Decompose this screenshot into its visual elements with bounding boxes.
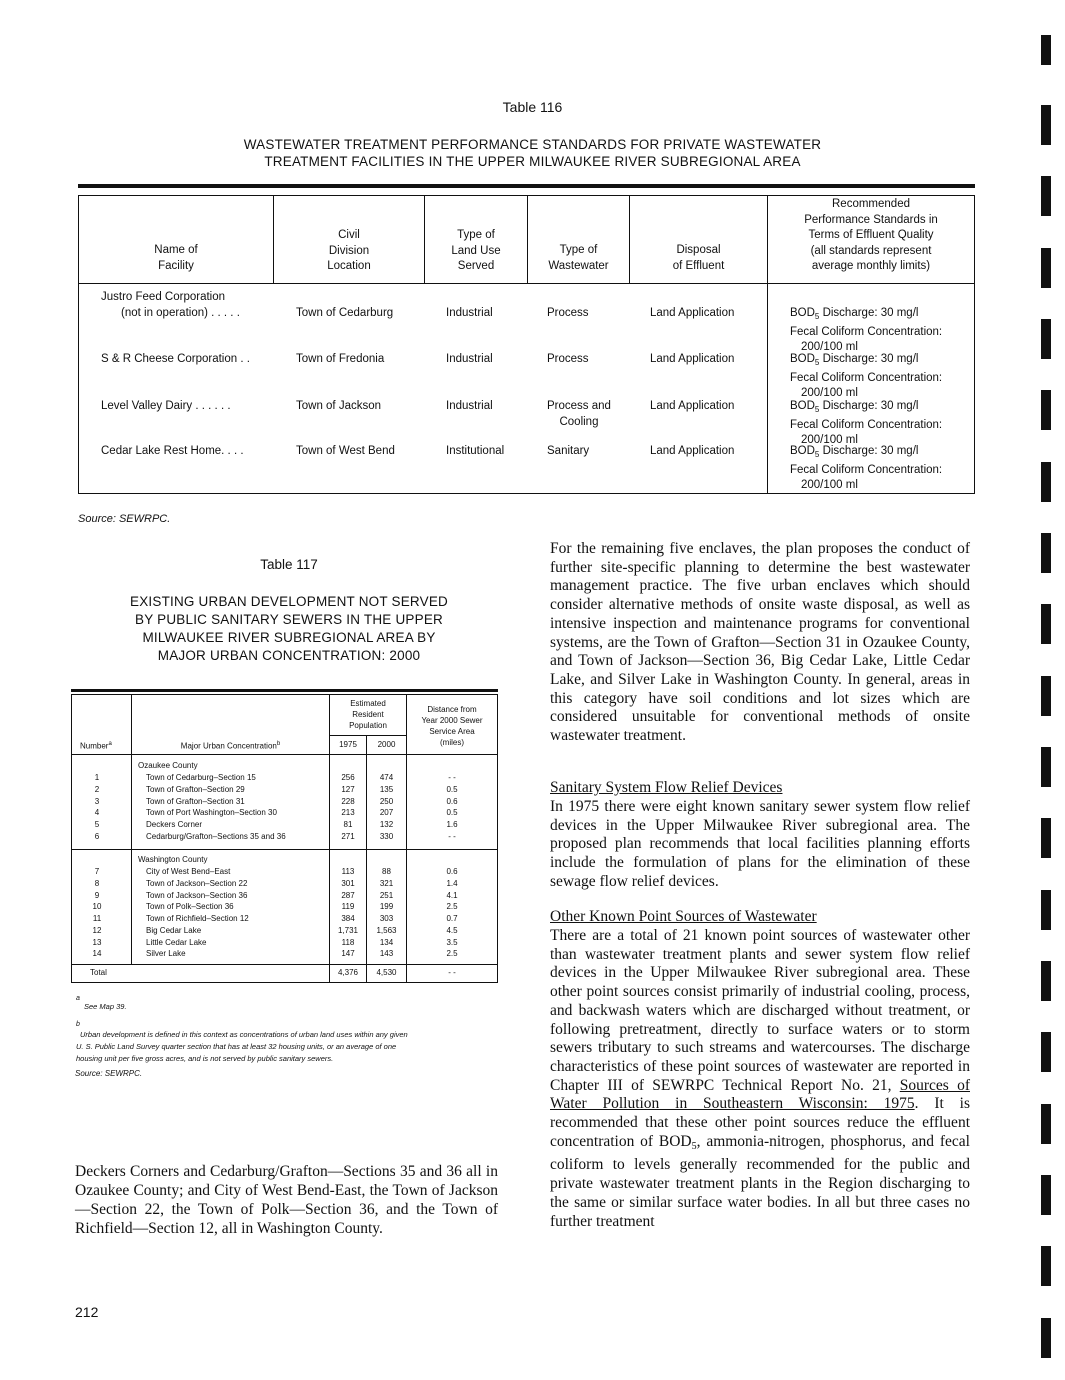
header-disposal: Disposal of Effluent [672, 244, 725, 272]
county-heading: Ozaukee County [138, 761, 198, 770]
right-column [550, 540, 970, 746]
civil-division: Town of Fredonia [296, 353, 385, 365]
row-name: Silver Lake [146, 949, 186, 959]
row-1975: 287 [341, 890, 355, 900]
row-name: Town of Grafton–Section 29 [146, 784, 245, 794]
registration-mark [1041, 676, 1051, 716]
report-title-link: Sources of Water Pollution in Southeastern Wisconsin: 1975 [550, 1076, 970, 1113]
table-116-source: Source: SEWRPC. [78, 513, 171, 525]
table-117-title: Table 117 [260, 557, 318, 572]
row-distance: 1.4 [446, 878, 458, 888]
civil-division: Town of Jackson [296, 400, 382, 412]
row-1975: 119 [341, 902, 355, 912]
row-1975: 118 [341, 937, 355, 947]
registration-mark [1041, 319, 1051, 359]
land-use: Industrial [446, 353, 493, 365]
paragraph-flow-relief: In 1975 there were eight known sanitary sewer system flow relief devices in the Upper Milwaukee River subregional area. The proposed plan recommends that local facilities planning efforts include the formulation of plans for the elimination of these sewage flow relief devices. [550, 798, 970, 890]
header-distance: Distance from Year 2000 Sewer Service Area (miles) [421, 705, 483, 747]
row-2000: 303 [379, 914, 394, 923]
row-1975: 81 [343, 820, 353, 829]
registration-mark [1041, 390, 1051, 430]
row-2000: 1,563 [376, 925, 397, 935]
header-land-use: Type of Land Use Served [451, 229, 501, 272]
wastewater-type: Sanitary [547, 445, 590, 457]
row-distance: - - [448, 831, 456, 841]
row-distance: 0.5 [446, 784, 458, 794]
registration-mark [1041, 890, 1051, 930]
disposal: Land Application [650, 353, 735, 365]
registration-mark [1041, 1246, 1051, 1286]
row-distance: 0.5 [446, 808, 458, 818]
table-117-header-rule [72, 754, 497, 755]
section-heading-flow-relief: Sanitary System Flow Relief Devices [550, 779, 783, 796]
disposal: Land Application [650, 445, 735, 457]
row-distance: 3.5 [446, 937, 458, 947]
county-heading: Washington County [138, 855, 208, 864]
row-distance: 2.5 [446, 949, 458, 959]
row-number: 11 [92, 914, 102, 923]
wastewater-type: Process [547, 353, 589, 365]
header-major-urban-concentration: Major Urban Concentration$^b$ [180, 741, 281, 751]
row-1975: 256 [341, 773, 355, 782]
row-1975: 228 [341, 796, 355, 806]
wastewater-type: Process and Cooling [547, 400, 611, 428]
page-number: 212 [75, 1304, 99, 1320]
row-name: City of West Bend–East [146, 867, 231, 876]
row-1975: 147 [341, 949, 355, 959]
row-number: 7 [94, 867, 100, 876]
performance-standard: $BOD_5$ Discharge: 30 mg/l Fecal Coliform Concentration: 200/100 ml [790, 445, 943, 491]
table-117-subheader-rule [330, 735, 406, 736]
registration-mark [1041, 35, 1051, 65]
row-2000: 132 [379, 820, 394, 829]
total-label: Total [90, 968, 107, 977]
row-number: 14 [92, 949, 102, 959]
facility-name: Justro Feed Corporation (not in operation) . . . . . [101, 291, 240, 319]
performance-standard: $BOD_5$ Discharge: 30 mg/l Fecal Coliform Concentration: 200/100 ml [790, 400, 943, 446]
row-1975: 301 [341, 878, 355, 888]
row-distance: 2.5 [446, 902, 458, 912]
row-2000: 199 [379, 902, 394, 912]
row-1975: 271 [341, 831, 355, 841]
row-2000: 251 [379, 890, 394, 900]
facility-name: S & R Cheese Corporation . . [101, 353, 250, 365]
table-117-source: Source: SEWRPC. [75, 1069, 143, 1078]
footnote-b: $^b$ Urban development is defined in this context as concentrations of urban land uses within any given U. S. Public Land Survey quarter section that has at least 32 housing units, or an average of one housing unit per five gross acres, and is not served by public sanitary sewers. [76, 1021, 408, 1063]
row-name: Town of Cedarburg–Section 15 [146, 773, 256, 782]
row-2000: 330 [379, 831, 394, 841]
row-number: 8 [94, 878, 100, 888]
row-2000: 143 [379, 949, 394, 959]
row-1975: 384 [341, 914, 355, 923]
row-distance: 0.7 [446, 914, 458, 923]
row-number: 1 [94, 773, 100, 782]
row-name: Cedarburg/Grafton–Sections 35 and 36 [146, 831, 286, 841]
registration-mark [1041, 818, 1051, 858]
facility-name: Cedar Lake Rest Home. . . . [101, 445, 244, 457]
row-name: Deckers Corner [146, 820, 203, 829]
row-2000: 321 [379, 878, 394, 888]
registration-mark [1041, 1175, 1051, 1215]
registration-mark [1041, 533, 1051, 573]
row-distance: 4.1 [446, 890, 458, 900]
civil-division: Town of Cedarburg [296, 307, 394, 319]
total-1975: 4,376 [337, 968, 359, 977]
row-distance: 1.6 [446, 820, 458, 829]
row-number: 12 [92, 925, 102, 935]
total-distance: - - [448, 968, 456, 977]
registration-mark [1041, 248, 1051, 288]
row-number: 13 [92, 937, 102, 947]
row-2000: 474 [379, 773, 394, 782]
table-116-top-rule [78, 184, 975, 188]
footnote-a: $^a$ See Map 39. [76, 995, 127, 1011]
row-name: Little Cedar Lake [146, 937, 207, 947]
table-117-group-rule [72, 849, 497, 850]
table-117-column-divider [131, 695, 132, 964]
performance-standard: $BOD_5$ Discharge: 30 mg/l Fecal Coliform Concentration: 200/100 ml [790, 353, 943, 399]
row-name: Town of Jackson–Section 36 [146, 890, 248, 900]
facility-name: Level Valley Dairy . . . . . . [101, 400, 231, 412]
registration-mark [1041, 462, 1051, 502]
row-number: 9 [94, 890, 100, 900]
header-civil-division: Civil Division Location [327, 229, 371, 272]
row-name: Town of Richfield–Section 12 [146, 914, 249, 923]
row-name: Town of Polk–Section 36 [146, 902, 234, 912]
registration-mark [1041, 1032, 1051, 1072]
header-number: Number$^a$ [80, 741, 112, 751]
row-number: 4 [94, 808, 100, 818]
row-number: 10 [92, 902, 102, 912]
header-2000: 2000 [377, 740, 396, 749]
row-1975: 1,731 [337, 925, 359, 935]
row-distance: 0.6 [446, 796, 458, 806]
disposal: Land Application [650, 307, 735, 319]
row-2000: 88 [382, 867, 391, 876]
row-distance: - - [448, 773, 456, 782]
row-distance: 4.5 [446, 925, 458, 935]
registration-mark [1041, 1318, 1051, 1358]
row-number: 2 [94, 784, 100, 794]
table-116-heading-line: TREATMENT FACILITIES IN THE UPPER MILWAUKEE RIVER SUBREGIONAL AREA [264, 154, 801, 169]
row-name: Town of Port Washington–Section 30 [146, 808, 277, 818]
row-name: Big Cedar Lake [146, 925, 202, 935]
row-number: 3 [94, 796, 100, 806]
body-paragraph-left: Deckers Corners and Cedarburg/Grafton—Sections 35 and 36 all in Ozaukee County; and City of West Bend-East, the Town of Jackson—Section 22, the Town of Polk—Section 36, and the Town of Richfield—Section 12, all in Washington County. [75, 1163, 498, 1237]
row-2000: 134 [379, 937, 394, 947]
land-use: Industrial [446, 400, 493, 412]
performance-standard: $BOD_5$ Discharge: 30 mg/l Fecal Coliform Concentration: 200/100 ml [790, 307, 943, 353]
header-estimated-population: Estimated Resident Population [349, 699, 387, 730]
disposal: Land Application [650, 400, 735, 412]
table-116-heading-line: WASTEWATER TREATMENT PERFORMANCE STANDARDS FOR PRIVATE WASTEWATER [243, 137, 822, 152]
row-1975: 213 [341, 808, 355, 818]
civil-division: Town of West Bend [296, 445, 395, 457]
row-name: Town of Grafton–Section 31 [146, 796, 245, 806]
row-number: 5 [94, 820, 100, 829]
row-2000: 207 [379, 808, 394, 818]
row-2000: 250 [379, 796, 394, 806]
registration-mark [1041, 176, 1051, 216]
row-1975: 127 [341, 784, 355, 794]
header-performance-standards: Recommended Performance Standards in Terms of Effluent Quality (all standards represent average monthly limits) [804, 198, 938, 272]
wastewater-type: Process [547, 307, 589, 319]
header-wastewater: Type of Wastewater [548, 244, 609, 272]
land-use: Industrial [446, 307, 493, 319]
header-name-of-facility: Name of Facility [154, 244, 198, 272]
table-117-heading: EXISTING URBAN DEVELOPMENT NOT SERVED BY PUBLIC SANITARY SEWERS IN THE UPPER MILWAUKEE RIVER SUBREGIONAL AREA BY MAJOR URBAN CONCENTRATION: 2000 [130, 594, 448, 663]
table-116-heading [150, 136, 915, 170]
row-name: Town of Jackson–Section 22 [146, 878, 248, 888]
paragraph-point-sources: There are a total of 21 known point sources of wastewater other than wastewater treatment plants and sewer system flow relief devices in the Upper Milwaukee River subregional area. These other point sources consist primarily of industrial cooling, process, and backwash waters which are discharged without treatment, or following pretreatment, directly to surface waters or to storm sewers tributary to such streams and watercourses. The discharge characteristics of these point sources of wastewater are reported in Chapter III of SEWRPC Technical Report No. 21, Sources of Water Pollution in Southeastern Wisconsin: 1975. It is recommended that these other point sources reduce the effluent concentration of $BOD_5$, ammonia-nitrogen, phosphorus, and fecal coliform to levels generally recommended for the public and private wastewater treatment plants in the Region discharging to the same or similar surface water bodies. In all but three cases no further treatment [550, 927, 970, 1230]
header-1975: 1975 [339, 740, 357, 749]
row-distance: 0.6 [446, 867, 458, 876]
table-117-total-rule [72, 964, 497, 965]
table-116-header-rule [78, 283, 975, 284]
land-use: Institutional [446, 445, 505, 457]
row-number: 6 [94, 831, 100, 841]
paragraph-enclaves: For the remaining five enclaves, the plan proposes the conduct of further site-specific planning to determine the best wastewater management practice. The five urban enclaves which should consider alternative methods of onsite waste disposal, as well as intensive inspection and maintenance programs for conventional systems, are the Town of Grafton—Section 31 in Ozaukee County, and Town of Jackson—Section 36, Big Cedar Lake, Little Cedar Lake, and Silver Lake in Washington County. In general, areas in this category have soil conditions and lot sizes which are considered unsuitable for conventional methods of onsite wastewater treatment. [550, 540, 970, 745]
registration-mark [1041, 604, 1051, 644]
table-116-title: Table 116 [502, 99, 563, 115]
registration-mark [1041, 961, 1051, 1001]
row-1975: 113 [341, 867, 355, 876]
registration-mark [1041, 1104, 1051, 1144]
section-heading-point-sources: Other Known Point Sources of Wastewater [550, 908, 817, 925]
total-2000: 4,530 [376, 968, 397, 977]
table-117-top-rule [71, 689, 498, 692]
registration-mark [1041, 747, 1051, 787]
row-2000: 135 [379, 784, 394, 794]
